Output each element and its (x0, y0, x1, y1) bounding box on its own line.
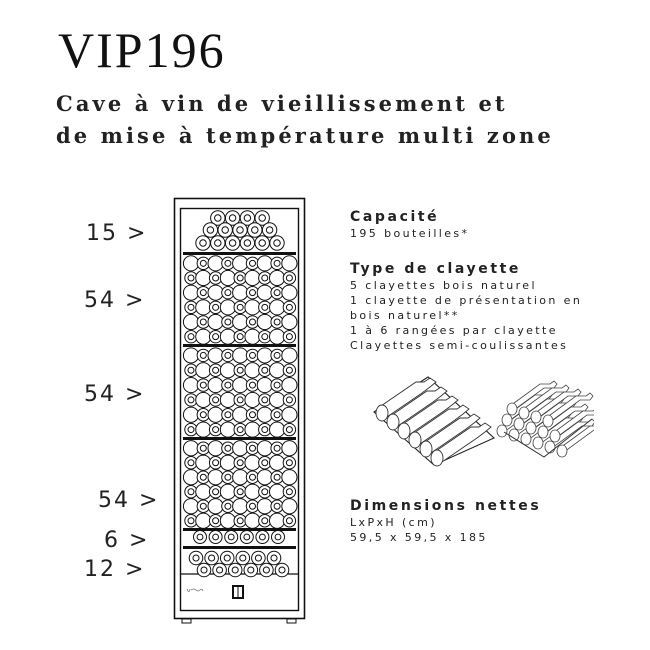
product-title: VIP196 (58, 22, 226, 78)
zone-count-section-2: 54 > (84, 382, 146, 407)
subtitle-line-2: de mise à température multi zone (56, 123, 554, 148)
capacity-block (350, 208, 469, 241)
shelf-type-line-2: 1 clayette de présentation en (350, 294, 583, 307)
shelf-type-line-3: bois naturel** (350, 309, 460, 322)
shelf-type-heading: Type de clayette (350, 261, 522, 277)
shelf-stacked-icon (494, 370, 594, 460)
shelf-type-line-1: 5 clayettes bois naturel (350, 279, 537, 292)
zone-count-top: 15 > (86, 221, 148, 246)
control-panel-icon (233, 586, 243, 598)
subtitle-line-1: Cave à vin de vieillissement et (56, 91, 508, 116)
zone-count-single-row: 6 > (104, 528, 150, 553)
shelf-type-line-5: Clayettes semi-coulissantes (350, 339, 569, 352)
capacity-value: 195 bouteilles* (350, 227, 470, 240)
zone-count-bottom: 12 > (84, 557, 146, 582)
dimensions-block (350, 497, 541, 545)
dimensions-heading: Dimensions nettes (350, 498, 542, 514)
zone-count-section-1: 54 > (84, 288, 146, 313)
zone-count-section-3: 54 > (98, 488, 160, 513)
shelf-type-line-4: 1 à 6 rangées par clayette (350, 324, 558, 337)
shelf-single-row-icon (370, 372, 495, 467)
wine-cabinet-diagram-icon (170, 194, 310, 634)
capacity-heading: Capacité (350, 209, 440, 225)
brand-logo-icon (187, 589, 203, 592)
product-subtitle (56, 88, 554, 152)
shelf-type-block (350, 260, 582, 353)
dimensions-value: 59,5 x 59,5 x 185 (350, 531, 488, 544)
dimensions-unit: LxPxH (cm) (350, 516, 437, 529)
